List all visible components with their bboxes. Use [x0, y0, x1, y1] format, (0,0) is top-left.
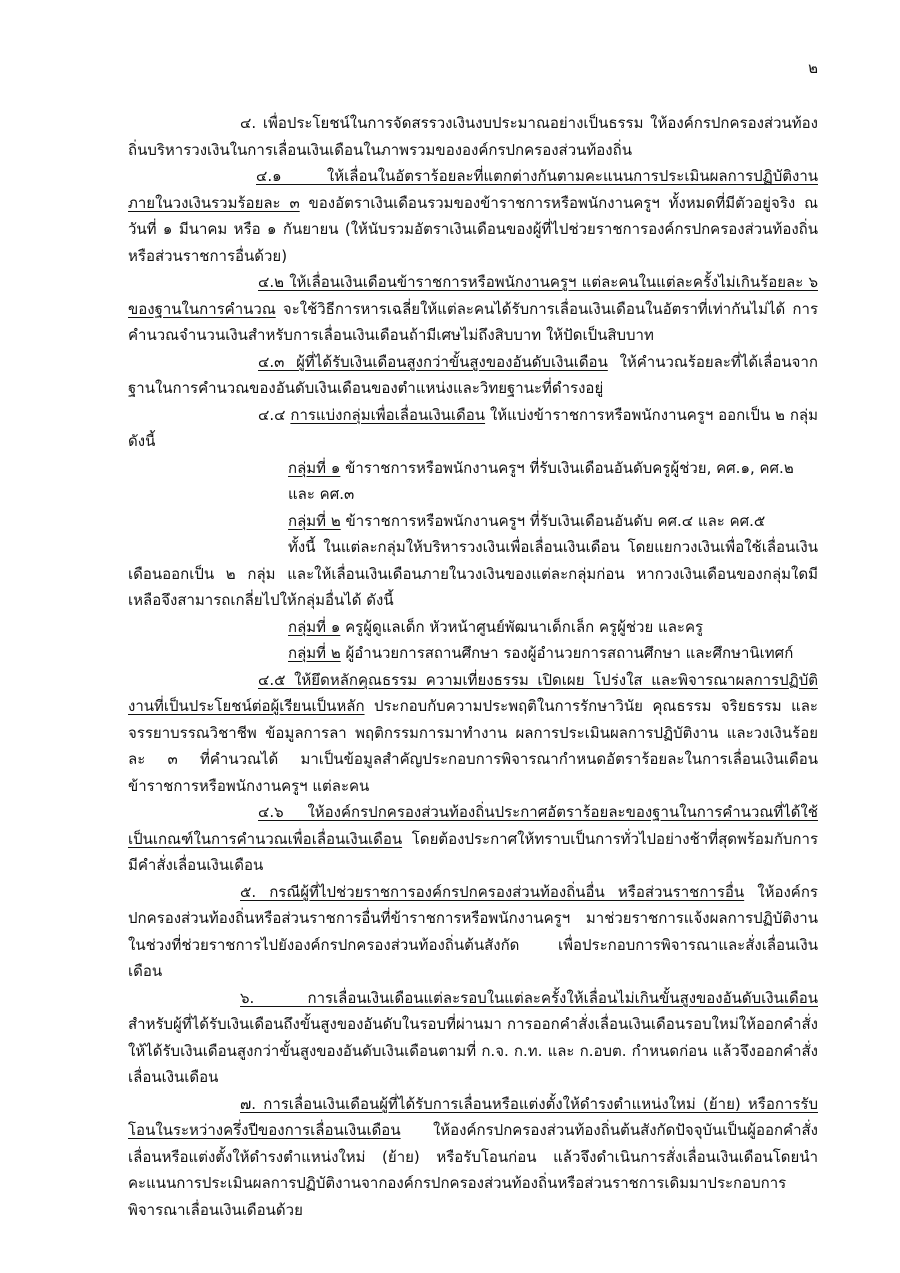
group-2-line — [128, 508, 818, 535]
section-7 — [128, 1091, 818, 1224]
section-4-2 — [128, 269, 818, 349]
section-6-heading: ๖. การเลื่อนเงินเดือนแต่ละรอบในแต่ละครั้งให้เลื่อนไม่เกินขั้นสูงของอันดับเงินเดือน — [240, 988, 818, 1007]
group-1-line — [128, 455, 818, 508]
section-5-text: ให้องค์กรปกครองส่วนท้องถิ่นหรือส่วนราชการอื่นที่ข้าราชการหรือพนักงานครูฯ มาช่วยราชการแจ้งผลการปฏิบัติงานในช่วงที่ช่วยราชการไปยังองค์กรปกครองส่วนท้องถิ่นต้นสังกัด เพื่อประกอบการพิจารณาและสั่งเลื่อนเงินเดือน — [128, 882, 818, 980]
section-7-text: ให้องค์กรปกครองส่วนท้องถิ่นต้นสังกัดปัจจุบันเป็นผู้ออกคำสั่งเลื่อนหรือแต่งตั้งให้ดำรงตำแหน่งใหม่ (ย้าย) หรือรับโอนก่อน แล้วจึงดำเนินการสั่งเลื่อนเงินเดือนโดยนำคะแนนการประเมินผลการปฏิบัติงานจากองค์กรปกครองส่วนท้องถิ่นหรือส่วนราชการเดิมมาประกอบการพิจารณาเลื่อนเงินเดือนด้วย — [128, 1121, 818, 1219]
section-4-1-text: ของอัตราเงินเดือนรวมของข้าราชการหรือพนักงานครูฯ ทั้งหมดที่มีตัวอยู่จริง ณ วันที่ ๑ มีนาคม หรือ ๑ กันยายน (ให้นับรวมอัตราเงินเดือนของผู้ที่ไปช่วยราชการองค์กรปกครองส่วนท้องถิ่นหรือส่วนราชการอื่นด้วย) — [128, 193, 818, 265]
subgroup-2-line — [128, 640, 818, 667]
section-4-3-text: ให้คำนวณร้อยละที่ได้เลื่อนจากฐานในการคำนวณของอันดับเงินเดือนของตำแหน่งและวิทยฐานะที่ดำรงอยู่ — [128, 352, 818, 397]
section-4-6-heading: ๔.๖ ให้องค์กรปกครองส่วนท้องถิ่นประกาศอัตราร้อยละของฐานในการคำนวณที่ได้ใช้เป็นเกณฑ์ในการคำนวณเพื่อเลื่อนเงินเดือน — [128, 803, 818, 848]
section-4-4-heading: การแบ่งกลุ่มเพื่อเลื่อนเงินเดือน — [290, 405, 486, 424]
group-1-label: กลุ่มที่ ๑ — [288, 458, 341, 477]
section-4-1 — [128, 163, 818, 269]
section-4-6 — [128, 799, 818, 879]
section-4-2-text: จะใช้วิธีการหารเฉลี่ยให้แต่ละคนได้รับการเลื่อนเงินเดือนในอัตราที่เท่ากันไม่ได้ การคำนวณจำนวนเงินสำหรับการเลื่อนเงินเดือนถ้ามีเศษไม่ถึงสิบบาท ให้ปัดเป็นสิบบาท — [128, 299, 818, 344]
section-5 — [128, 879, 818, 985]
section-4-4-note — [128, 534, 818, 614]
subgroup-1-line — [128, 614, 818, 641]
page-number: ๒ — [808, 59, 818, 77]
subgroup-1-text: ครูผู้ดูแลเด็ก หัวหน้าศูนย์พัฒนาเด็กเล็ก ครูผู้ช่วย และครู — [345, 617, 704, 636]
section-4-6-text: โดยต้องประกาศให้ทราบเป็นการทั่วไปอย่างช้าที่สุดพร้อมกับการมีคำสั่งเลื่อนเงินเดือน — [128, 829, 818, 874]
section-6 — [128, 985, 818, 1091]
section-4-4-note-text: ทั้งนี้ ในแต่ละกลุ่มให้บริหารวงเงินเพื่อเลื่อนเงินเดือน โดยแยกวงเงินเพื่อใช้เลื่อนเงินเดือนออกเป็น ๒ กลุ่ม และให้เลื่อนเงินเดือนภายในวงเงินของแต่ละกลุ่มก่อน หากวงเงินเดือนของกลุ่มใดมีเหลือจึงสามารถเกลี่ยไปให้กลุ่มอื่นได้ ดังนี้ — [128, 538, 818, 609]
section-4-4-text: ให้แบ่งข้าราชการหรือพนักงานครูฯ ออกเป็น ๒ กลุ่ม ดังนี้ — [128, 405, 818, 450]
section-4-text: ๔. เพื่อประโยชน์ในการจัดสรรวงเงินงบประมาณอย่างเป็นธรรม ให้องค์กรปกครองส่วนท้องถิ่นบริหารวงเงินในการเลื่อนเงินเดือนในภาพรวมขององค์กรปกครองส่วนท้องถิ่น — [128, 114, 818, 159]
section-4-4-prefix: ๔.๔ — [258, 405, 286, 424]
section-5-heading: ๕. กรณีผู้ที่ไปช่วยราชการองค์กรปกครองส่วนท้องถิ่นอื่น หรือส่วนราชการอื่น — [240, 882, 745, 901]
subgroup-1-label: กลุ่มที่ ๑ — [288, 617, 341, 636]
section-4-1-heading: ๔.๑ ให้เลื่อนในอัตราร้อยละที่แตกต่างกันตามคะแนนการประเมินผลการปฏิบัติงาน ภายในวงเงินรวมร้อยละ ๓ — [128, 167, 818, 212]
group-2-label: กลุ่มที่ ๒ — [288, 511, 341, 530]
section-4-5-heading: ๔.๕ ให้ยึดหลักคุณธรรม ความเที่ยงธรรม เปิดเผย โปร่งใส และพิจารณาผลการปฏิบัติงานที่เป็นประโยชน์ต่อผู้เรียนเป็นหลัก — [128, 670, 818, 715]
section-6-text: สำหรับผู้ที่ได้รับเงินเดือนถึงขั้นสูงของอันดับในรอบที่ผ่านมา การออกคำสั่งเลื่อนเงินเดือนรอบใหม่ให้ออกคำสั่งให้ได้รับเงินเดือนสูงกว่าขั้นสูงของอันดับเงินเดือนตามที่ ก.จ. ก.ท. และ ก.อบต. กำหนดก่อน แล้วจึงออกคำสั่งเลื่อนเงินเดือน — [128, 1015, 818, 1086]
section-4-3-heading: ๔.๓ ผู้ที่ได้รับเงินเดือนสูงกว่าขั้นสูงของอันดับเงินเดือน — [258, 352, 608, 371]
section-4 — [128, 110, 818, 163]
section-4-5-text: ประกอบกับความประพฤติในการรักษาวินัย คุณธรรม จริยธรรม และจรรยาบรรณวิชาชีพ ข้อมูลการลา พฤติกรรมการมาทำงาน ผลการประเมินผลการปฏิบัติงาน และวงเงินร้อยละ ๓ ที่คำนวณได้ มาเป็นข้อมูลสำคัญประกอบการพิจารณากำหนดอัตราร้อยละในการเลื่อนเงินเดือนข้าราชการหรือพนักงานครูฯ แต่ละคน — [128, 697, 818, 795]
subgroup-2-label: กลุ่มที่ ๒ — [288, 644, 341, 662]
section-4-5 — [128, 667, 818, 800]
group-2-text: ข้าราชการหรือพนักงานครูฯ ที่รับเงินเดือนอันดับ คศ.๔ และ คศ.๕ — [345, 511, 766, 530]
section-7-heading: ๗. การเลื่อนเงินเดือนผู้ที่ได้รับการเลื่อนหรือแต่งตั้งให้ดำรงตำแหน่งใหม่ (ย้าย) หรือการรับโอนในระหว่างครึ่งปีของการเลื่อนเงินเดือน — [128, 1094, 818, 1139]
subgroup-2-text: ผู้อำนวยการสถานศึกษา รองผู้อำนวยการสถานศึกษา และศึกษานิเทศก์ — [345, 644, 794, 662]
section-4-2-heading: ๔.๒ ให้เลื่อนเงินเดือนข้าราชการหรือพนักงานครูฯ แต่ละคนในแต่ละครั้งไม่เกินร้อยละ ๖ ของฐานในการคำนวณ — [128, 273, 818, 318]
section-4-4 — [128, 402, 818, 455]
group-1-text: ข้าราชการหรือพนักงานครูฯ ที่รับเงินเดือนอันดับครูผู้ช่วย, คศ.๑, คศ.๒ และ คศ.๓ — [288, 458, 794, 503]
section-4-3 — [128, 349, 818, 402]
